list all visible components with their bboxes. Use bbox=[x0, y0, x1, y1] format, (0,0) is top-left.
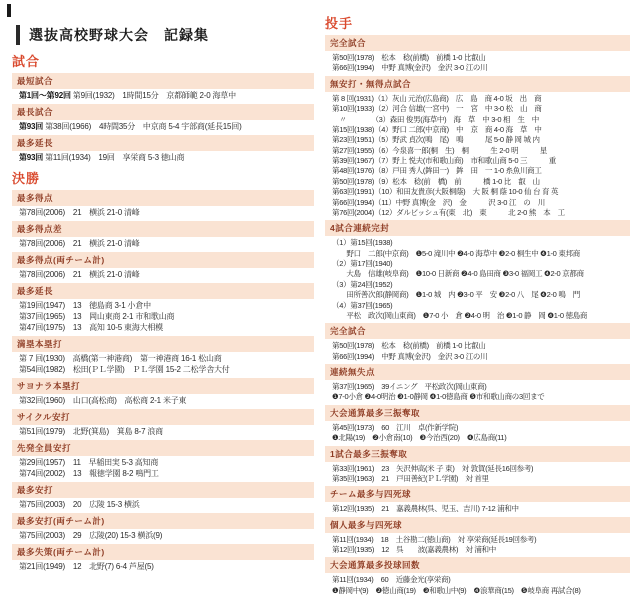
record-heading: 1試合最多三振奪取 bbox=[325, 446, 630, 462]
record-heading: 完全試合 bbox=[325, 323, 630, 339]
record-row-scope: 第93回 bbox=[19, 153, 46, 162]
page-title: 選抜高校野球大会 記録集 bbox=[16, 25, 209, 45]
record-row: 第10回(1933)（2）河合 信雄(一宮中) 一 宮 中 3-0 松 山 商 bbox=[332, 104, 542, 114]
record-row: ❶北陽(19) ❷小倉南(10) ❸今治西(20) ❹広島商(11) bbox=[332, 433, 507, 443]
record-row: 第47回(1975) 13 高知 10-5 東海大相模 bbox=[19, 323, 163, 332]
record-row-scope: 第93回 bbox=[19, 122, 46, 131]
record-heading: 大会通算最多投球回数 bbox=[325, 557, 630, 573]
page-corner-mark bbox=[7, 4, 11, 17]
section-title: 投手 bbox=[325, 16, 354, 31]
record-row: 第11回(1934) 18 土谷勘二(徳山商) 対 享栄商(延長19回参考) bbox=[332, 534, 537, 544]
record-row: 第54回(1982) 松田(ＰＬ学園) ＰＬ学園 15-2 二松学舎大付 bbox=[19, 365, 230, 374]
record-row: 第 8 回(1931)（1）灰山 元治(広島商) 広 島 商 4-0 坂 出 商 bbox=[332, 93, 542, 103]
record-row: 第63回(1991)（10）和田友貴彦(大阪桐蔭) 大 阪 桐 蔭 10-0 仙 台 育 英 bbox=[332, 187, 559, 197]
record-row: 第29回(1957) 11 早稲田実 5-3 高知商 bbox=[19, 458, 159, 467]
record-row: 第 7 回(1930) 高橋(第一神港商) 第一神港商 16-1 松山商 bbox=[19, 354, 222, 363]
record-row: 第76回(2004)（12）ダルビッシュ有(東 北) 東 北 2-0 熊 本 工 bbox=[332, 207, 565, 217]
record-heading: 先発全員安打 bbox=[12, 440, 314, 456]
record-row: ❶7-0小倉 ❷4-0明治 ❸1-0静岡 ❹1-0徳島商 ❺市和歌山商の3回まで bbox=[332, 392, 545, 402]
record-heading: 無安打・無得点試合 bbox=[325, 76, 630, 92]
record-heading: 最多得点(両チーム計) bbox=[12, 252, 314, 268]
record-row: 第27回(1955)（6）今泉喜一郎(桐 生) 桐 生 2-0 明 星 bbox=[332, 145, 547, 155]
record-row: ❶静岡中(9) ❷徳山商(19) ❸和歌山中(9) ❹浪華商(15) ❺岐阜商 再試合(8) bbox=[332, 585, 581, 595]
record-heading: 最多失策(両チーム計) bbox=[12, 544, 314, 560]
record-row: 第45回(1973) 60 江川 卓(作新学院) bbox=[332, 422, 459, 432]
record-heading: 最多延長 bbox=[12, 283, 314, 299]
record-row: 第11回(1934) 60 近藤金光(享栄商) bbox=[332, 575, 451, 585]
record-row: 第33回(1961) 23 矢沢伸高(米 子 東) 対 敦賀(延長16回参考) bbox=[332, 463, 534, 473]
record-row: 第50回(1978) 松本 稔(前橋) 前橋 1-0 比叡山 bbox=[332, 53, 486, 62]
record-row: 第50回(1978)（9）松本 稔(前 橋) 前 橋 1-0 比 叡 山 bbox=[332, 176, 540, 186]
record-row: 第78回(2006) 21 横浜 21-0 清峰 bbox=[19, 270, 140, 279]
record-heading: 最多安打 bbox=[12, 482, 314, 498]
record-row: 第21回(1949) 12 北野(7) 6-4 芦屋(5) bbox=[19, 562, 154, 571]
record-row: 第39回(1967)（7）野上 悦夫(市和歌山商) 市和歌山商 5-0 三 重 bbox=[332, 156, 556, 165]
record-row: 第32回(1960) 山口(高松商) 高松商 2-1 米子東 bbox=[19, 396, 187, 405]
record-heading: 最短試合 bbox=[12, 73, 314, 89]
record-heading: サヨナラ本塁打 bbox=[12, 378, 314, 394]
record-row: 第78回(2006) 21 横浜 21-0 清峰 bbox=[19, 239, 140, 248]
record-row: 田所善次郎(静岡商) ❶1-0 城 内 ❷3-0 平 安 ❸2-0 八 尾 ❹2-0 鳴 門 bbox=[332, 290, 580, 300]
record-row: 第66回(1994)（11）中野 真博(金 沢) 金 沢 3-0 江 の 川 bbox=[332, 197, 545, 207]
record-row: 第48回(1976)（8）戸田 秀人(鉾田一) 鉾 田 一 1-0 糸魚川商工 bbox=[332, 166, 542, 176]
record-row: 第19回(1947) 13 徳島商 3-1 小倉中 bbox=[19, 301, 151, 310]
record-row: 第74回(2002) 13 報徳学園 8-2 鳴門工 bbox=[19, 469, 159, 478]
record-row: 第37回(1965) 13 岡山東商 2-1 市和歌山商 bbox=[19, 312, 175, 321]
right-column bbox=[325, 8, 630, 595]
record-row: 第23回(1951)（5）野武 貞次(鳴 尾) 鳴 尾 5-0 静 岡 城 内 bbox=[332, 135, 540, 145]
record-row: 〃 （3）森田 俊男(海草中) 海 草 中 3-0 相 生 中 bbox=[332, 114, 540, 124]
record-heading: 最多得点差 bbox=[12, 221, 314, 237]
left-column bbox=[12, 46, 314, 572]
record-heading: 個人最多与四死球 bbox=[325, 517, 630, 533]
record-heading: 4試合連続完封 bbox=[325, 220, 630, 236]
record-row: 野口 二郎(中京商) ❶5-0 滝川中 ❷4-0 海草中 ❸2-0 桐生中 ❹1-0 東邦商 bbox=[332, 248, 580, 258]
record-row: 第50回(1978) 松本 稔(前橋) 前橋 1-0 比叡山 bbox=[332, 341, 486, 351]
record-row: 第66回(1994) 中野 真博(金沢) 金沢 3-0 江の川 bbox=[332, 351, 488, 361]
record-heading: 満塁本塁打 bbox=[12, 336, 314, 352]
record-row-scope: 第1回～第92回 bbox=[19, 91, 73, 100]
record-row: （2）第17回(1940) bbox=[332, 259, 393, 268]
record-row: 平松 政次(岡山東商) ❶7-0 小 倉 ❷4-0 明 治 ❸1-0 静 岡 ❹1-0 徳島商 bbox=[332, 310, 588, 320]
record-row: 第35回(1963) 21 戸田善紀(ＰＬ学園) 対 首里 bbox=[332, 473, 489, 483]
record-row: 大島 信雄(岐阜商) ❶10-0 日新商 ❷4-0 島田商 ❸3-0 福岡工 ❹2-0 京都商 bbox=[332, 269, 584, 279]
record-heading: 最多延長 bbox=[12, 135, 314, 151]
record-heading: 最多安打(両チーム計) bbox=[12, 513, 314, 529]
record-row: （3）第24回(1952) bbox=[332, 279, 393, 289]
section-title: 試合 bbox=[12, 54, 41, 69]
record-heading: サイクル安打 bbox=[12, 409, 314, 425]
record-heading: 最多得点 bbox=[12, 190, 314, 206]
record-row: 第15回(1938)（4）野口 二郎(中京商) 中 京 商 4-0 海 草 中 bbox=[332, 124, 542, 134]
section-title: 決勝 bbox=[12, 171, 41, 186]
record-row: 第37回(1965) 39イニング 平松政次(岡山東商) bbox=[332, 382, 487, 391]
record-row: 第93回 第38回(1966) 4時間35分 中京商 5-4 宇部商(延長15回) bbox=[19, 122, 242, 131]
record-heading: 連続無失点 bbox=[325, 364, 630, 380]
record-heading: 完全試合 bbox=[325, 35, 630, 51]
record-heading: チーム最多与四死球 bbox=[325, 486, 630, 502]
record-row: 第12回(1935) 12 呉 波(嘉義農林) 対 浦和中 bbox=[332, 545, 496, 554]
record-row: 第75回(2003) 29 広陵(20) 15-3 横浜(9) bbox=[19, 531, 163, 540]
record-heading: 最長試合 bbox=[12, 104, 314, 120]
record-row: 第66回(1994) 中野 真博(金沢) 金沢 3-0 江の川 bbox=[332, 63, 488, 73]
record-row: 第93回 第11回(1934) 19回 享栄商 5-3 徳山商 bbox=[19, 153, 185, 162]
record-row: 第75回(2003) 20 広陵 15-3 横浜 bbox=[19, 500, 140, 509]
record-row: 第51回(1979) 北野(箕島) 箕島 8-7 浪商 bbox=[19, 427, 163, 436]
record-row: 第12回(1935) 21 嘉義農林(呉、児玉、吉川) 7-12 浦和中 bbox=[332, 504, 519, 514]
record-row: （4）第37回(1965) bbox=[332, 300, 393, 310]
record-row: （1）第15回(1938) bbox=[332, 238, 393, 248]
record-row: 第78回(2006) 21 横浜 21-0 清峰 bbox=[19, 208, 140, 217]
record-row: 第1回～第92回 第9回(1932) 1時間15分 京都師範 2-0 海草中 bbox=[19, 91, 236, 100]
record-heading: 大会通算最多三振奪取 bbox=[325, 405, 630, 421]
